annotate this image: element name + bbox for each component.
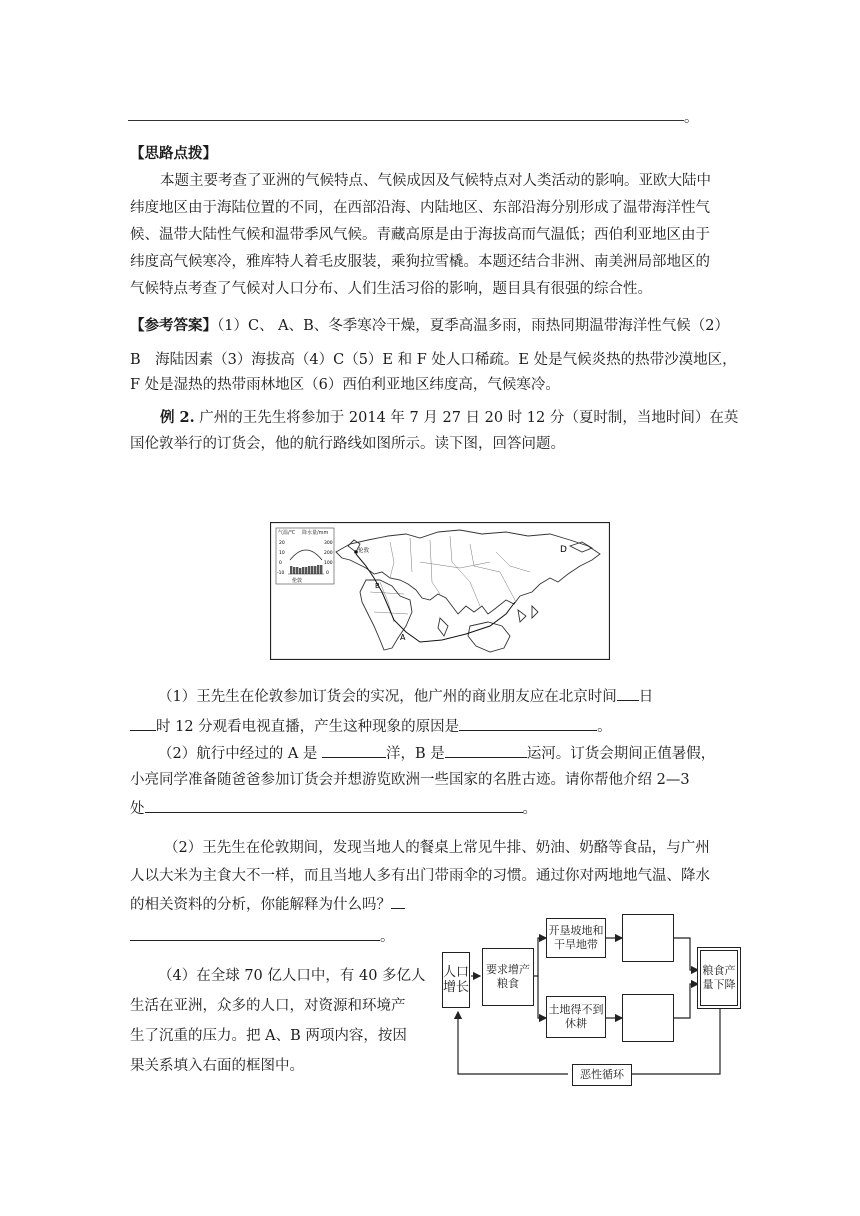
hint-line-1: 本题主要考查了亚洲的气候特点、气候成因及气候特点对人类活动的影响。亚欧大陆中 <box>160 173 711 189</box>
hint-title: 【思路点拨】 <box>130 145 217 162</box>
answer-line-2: B 海陆因素（3）海拔高（4）C（5）E 和 F 处人口稀疏。E 处是气候炎热的热带沙漠地区， <box>130 352 737 368</box>
example2-line-2: 国伦敦举行的订货会，他的航行路线如图所示。读下图，回答问题。 <box>130 436 565 452</box>
q4-line-4: 果关系填入右面的框图中。 <box>130 1058 304 1074</box>
q1-line-2: 时 12 分观看电视直播，产生这种现象的原因是 。 <box>130 716 612 737</box>
q2-blank-canal[interactable] <box>445 743 527 758</box>
period-mark: 。 <box>684 110 699 126</box>
q1-blank-hour[interactable] <box>130 716 156 731</box>
q4-line-1: （4）在全球 70 亿人口中，有 40 多亿人 <box>158 968 426 984</box>
q2-line-3: 处 。 <box>130 798 537 819</box>
q1-blank-day[interactable] <box>617 686 639 701</box>
q3-blank-start[interactable] <box>391 894 405 909</box>
arrow-blank2-decline <box>674 984 698 1018</box>
inset-rtick-3: 100 <box>324 561 333 566</box>
q4-line-3: 生了沉重的压力。把 A、B 两项内容，按因 <box>130 1028 407 1044</box>
q2-blank-sites[interactable] <box>145 798 523 813</box>
answer-line-1: 【参考答案】（1）C、 A、B、冬季寒冷干燥，夏季高温多雨，雨热同期温带海洋性气候（2） <box>130 317 730 334</box>
inset-tick-1: 20 <box>279 541 285 546</box>
q3-line-1: （2）王先生在伦敦期间，发现当地人的餐桌上常见牛排、奶油、奶酪等食品，与广州 <box>164 840 710 856</box>
inset-tick-2: 10 <box>279 551 285 556</box>
label-d: D <box>560 545 567 555</box>
inset-precip-label: 降水量/mm <box>302 530 329 536</box>
london-climate-inset <box>276 528 334 584</box>
hint-line-3: 候、温带大陆性气候和温带季风气候。青藏高原是由于海拔高而气温低；西伯利亚地区由于 <box>130 227 710 243</box>
inset-rtick-2: 200 <box>324 551 333 556</box>
q3-line-4: 。 <box>130 926 395 947</box>
inset-tick-3: 0 <box>279 561 282 566</box>
answer-blank-line <box>128 120 684 121</box>
hint-line-5: 气候特点考查了气候对人口分布、人们生活习俗的影响，题目具有很强的综合性。 <box>130 281 652 297</box>
answer-label: 【参考答案】 <box>130 317 217 334</box>
q3-blank-explain[interactable] <box>130 926 380 941</box>
q3-line-2: 人以大米为主食大不一样，而且当地人多有出门带雨伞的习惯。通过你对两地地气温、降水 <box>130 868 710 884</box>
arrow-demand-reclaim <box>534 938 546 976</box>
answer-box-b[interactable] <box>622 994 674 1042</box>
box-population: 人口增长 <box>442 952 470 1008</box>
q4-line-2: 生活在亚洲，众多的人口，对资源和环境产 <box>130 998 406 1014</box>
box-decline: 粮食产量下降 <box>700 950 738 1006</box>
hint-line-4: 纬度高气候寒冷，雅库特人着毛皮服装，乘狗拉雪橇。本题还结合非洲、南美洲局部地区的 <box>130 254 710 270</box>
route-map <box>270 522 610 660</box>
box-demand: 要求增产粮食 <box>482 948 534 1006</box>
answer-line-3: F 处是湿热的热带雨林地区（6）西伯利亚地区纬度高，气候寒冷。 <box>130 377 560 393</box>
arrow-demand-fallow <box>538 976 546 1018</box>
inset-rtick-4: 0 <box>326 571 329 576</box>
q1-line-1: （1）王先生在伦敦参加订货会的实况，他广州的商业朋友应在北京时间 日 <box>158 686 653 707</box>
london-label: 伦敦 <box>358 548 370 554</box>
label-b: B <box>375 582 380 590</box>
label-a: A <box>400 633 406 642</box>
q2-blank-ocean[interactable] <box>322 743 386 758</box>
q2-line-1: （2）航行中经过的 A 是 洋，B 是 运河。订货会期间正值暑假， <box>158 743 715 764</box>
q3-line-3: 的相关资料的分析，你能解释为什么吗？ <box>130 894 405 915</box>
box-reclaim: 开垦坡地和干旱地带 <box>546 918 606 958</box>
answer-box-a[interactable] <box>622 914 674 962</box>
inset-caption: 伦敦 <box>292 578 303 584</box>
arrow-blank1-decline <box>674 938 698 970</box>
hint-line-2: 纬度地区由于海陆位置的不同，在西部沿海、内陆地区、东部沿海分别形成了温带海洋性气 <box>130 200 710 216</box>
q1-blank-reason[interactable] <box>459 716 597 731</box>
box-fallow: 土地得不到休耕 <box>546 996 606 1038</box>
inset-tick-4: -10 <box>277 571 285 576</box>
example2-line-1: 例 2. 广州的王先生将参加于 2014 年 7 月 27 日 20 时 12 分（夏时制，当地时间）在英 <box>160 409 739 426</box>
box-cycle: 恶性循环 <box>572 1064 632 1086</box>
inset-rtick-1: 300 <box>324 541 333 546</box>
inset-temp-label: 气温/℃ <box>278 530 296 536</box>
example2-label: 例 2. <box>160 409 195 426</box>
q2-line-2: 小亮同学准备随爸爸参加订货会并想游览欧洲一些国家的名胜古迹。请你帮他介绍 2—3 <box>130 772 690 788</box>
